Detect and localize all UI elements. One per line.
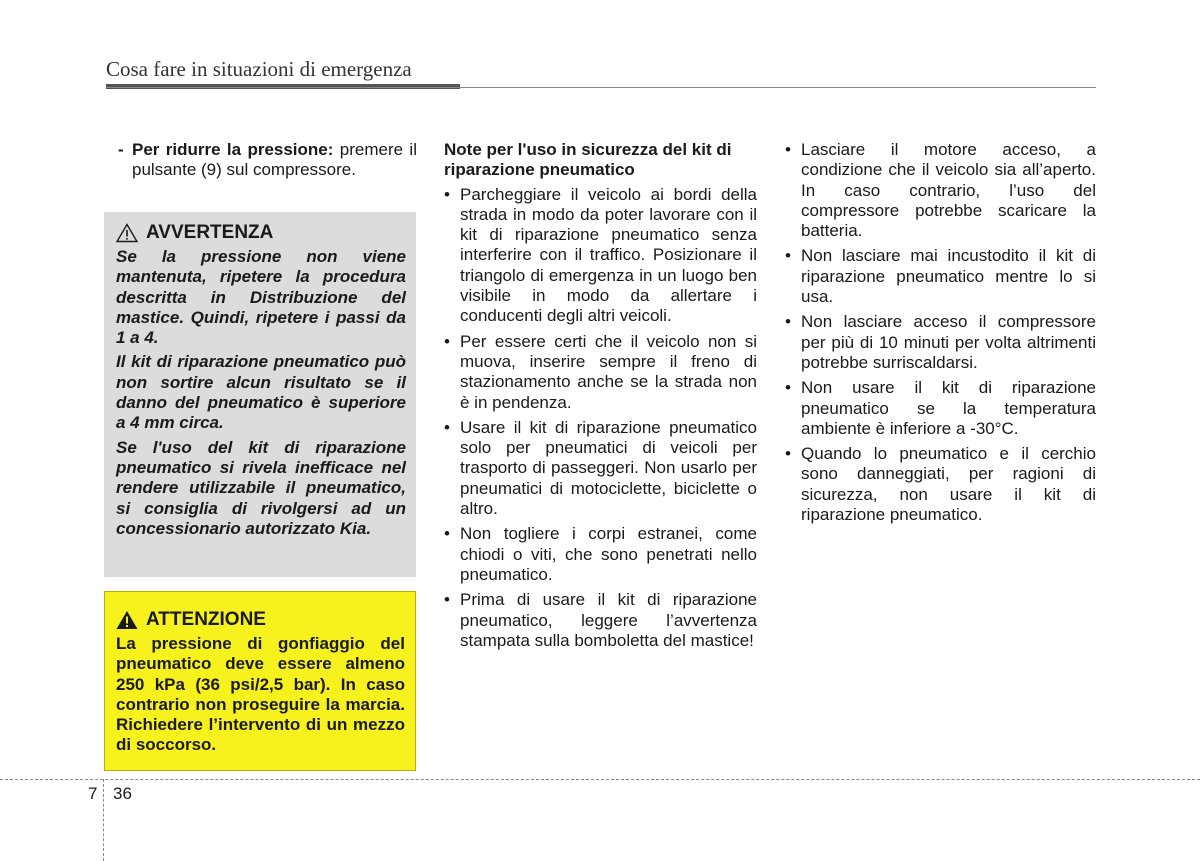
list-item: • Quando lo pneumatico e il cerchio sono danneggiati, per ragioni di sicurezza, non usare il kit di riparazione pneumatico. <box>785 444 1096 525</box>
list-item: • Parcheggiare il veicolo ai bordi della strada in modo da poter lavorare con il kit di riparazione pneumatico senza interferire con il traffico. Posizionare il triangolo di emergenza in un luogo ben visibile in modo da allertare i conducenti degli altri veicoli. <box>444 185 757 327</box>
list-item: • Non usare il kit di riparazione pneumatico se la temperatura ambiente è inferiore a -30°C. <box>785 378 1096 439</box>
list-item: • Non lasciare acceso il compressore per più di 10 minuti per volta altrimenti potrebbe surriscaldarsi. <box>785 312 1096 373</box>
warning-paragraph: Se la pressione non viene mantenuta, ripetere la procedura descritta in Distribuzione del mastice. Quindi, ripetere i passi da 1 a 4. <box>116 247 406 348</box>
safety-notes-list <box>444 185 757 652</box>
pressure-reduce-label: Per ridurre la pressione: <box>132 140 334 159</box>
middle-column <box>444 140 757 656</box>
page-number: 36 <box>113 784 132 803</box>
warning-title: AVVERTENZA <box>146 222 274 243</box>
warning-paragraph: Il kit di riparazione pneumatico può non sortire alcun risultato se il danno del pneumatico è superiore a 4 mm circa. <box>116 352 406 433</box>
list-item: • Non togliere i corpi estranei, come chiodi o viti, che sono penetrati nello pneumatico. <box>444 524 757 585</box>
list-item: • Non lasciare mai incustodito il kit di riparazione pneumatico mentre lo si usa. <box>785 246 1096 307</box>
warning-heading <box>116 222 406 244</box>
safety-notes-heading: Note per l'uso in sicurezza del kit di riparazione pneumatico <box>444 140 732 180</box>
footer-rule <box>0 779 1200 780</box>
footer-divider <box>103 779 104 861</box>
list-item: • Usare il kit di riparazione pneumatico solo per pneumatici di veicoli per trasporto di passeggeri. Non usarlo per pneumatici di motociclette, biciclette o altro. <box>444 418 757 519</box>
warning-paragraph: Se l'uso del kit di riparazione pneumatico si rivela inefficace nel rendere utilizzabile il pneumatico, si consiglia di rivolgersi ad un concessionario autorizzato Kia. <box>116 437 406 538</box>
caution-text: La pressione di gonfiaggio del pneumatico deve essere almeno 250 kPa (36 psi/2,5 bar). In caso contrario non proseguire la marcia. Richiedere l’intervento di un mezzo di soccorso. <box>116 634 405 755</box>
dash-marker: - <box>118 140 124 159</box>
list-item: • Lasciare il motore acceso, a condizione che il veicolo sia all’aperto. In caso contrario, l’uso del compressore potrebbe scaricare la batteria. <box>785 140 1096 241</box>
list-item: • Prima di usare il kit di riparazione pneumatico, leggere l’avvertenza stampata sulla bomboletta del mastice! <box>444 590 757 651</box>
pressure-reduce-step <box>114 140 417 181</box>
page-header-title: Cosa fare in situazioni di emergenza <box>106 57 412 81</box>
warning-box <box>104 212 416 577</box>
chapter-number: 7 <box>88 784 98 803</box>
caution-heading <box>116 609 405 631</box>
list-item: • Per essere certi che il veicolo non si muova, inserire sempre il freno di stazionamento anche se la strada non è in pendenza. <box>444 332 757 413</box>
safety-notes-list-continued <box>785 140 1096 525</box>
warning-triangle-outline-icon <box>116 223 138 243</box>
left-column <box>114 140 417 181</box>
caution-box <box>104 591 416 771</box>
warning-triangle-filled-icon <box>116 610 138 630</box>
header-rule <box>106 87 1096 88</box>
right-column <box>785 140 1096 530</box>
pressure-reduce-text: premere il pulsante (9) sul compressore. <box>132 140 417 180</box>
caution-title: ATTENZIONE <box>146 609 266 630</box>
